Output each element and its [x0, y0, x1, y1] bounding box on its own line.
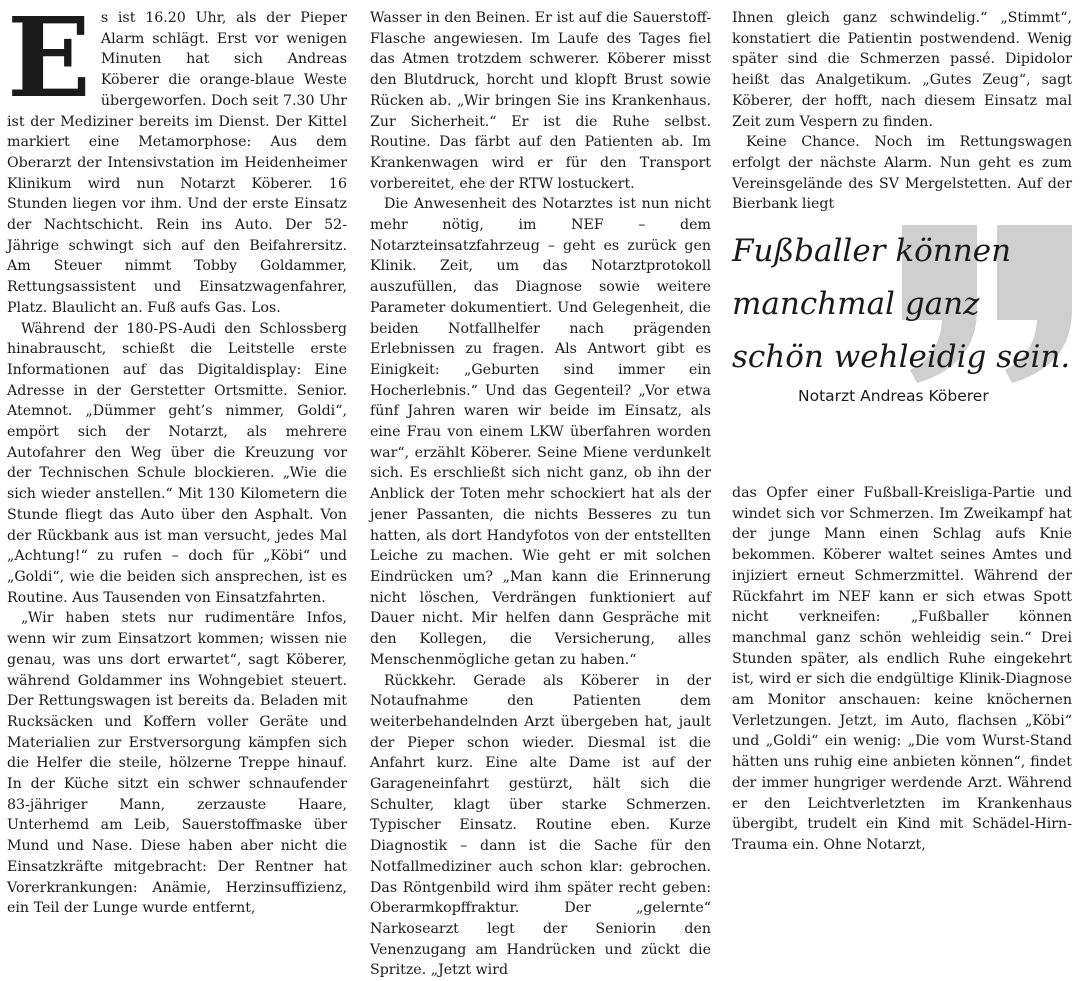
article-column-2 [370, 8, 711, 981]
article-paragraph: Es ist 16.20 Uhr, als der Pieper Alarm schlägt. Erst vor wenigen Minuten hat sich Andreas Köberer die orange-blaue Weste übergeworfen. Doch seit 7.30 Uhr ist der Mediziner bereits im Dienst. Der Kittel markiert eine Metamorphose: Aus dem Oberarzt der Intensivstation im Heidenheimer Klinikum wird nun Notarzt Köberer. 16 Stunden liegen vor ihm. Und der erste Einsatz der Nachtschicht. Rein ins Auto. Der 52-Jährige schwingt sich auf den Beifahrersitz. Am Steuer nimmt Tobby Goldammer, Rettungsassistent und Einsatzwagenfahrer, Platz. Blaulicht an. Fuß aufs Gas. Los. [7, 8, 347, 319]
article-paragraph: Ihnen gleich ganz schwindelig.“ „Stimmt“, konstatiert die Patientin postwendend. Wenig später sind die Schmerzen passé. Dipidolor heißt das Analgetikum. „Gutes Zeug“, sagt Köberer, der hofft, nach diesem Einsatz mal Zeit zum Vespern zu finden. [732, 8, 1072, 132]
article-paragraph: „Wir haben stets nur rudimentäre Infos, wenn wir zum Einsatzort kommen; wissen nie genau, was uns dort erwartet“, sagt Köberer, während Goldammer ins Wohngebiet steuert. Der Rettungswagen ist bereits da. Beladen mit Rucksäcken und Koffern voller Geräte und Materialien zur Erstversorgung kämpfen sich die Helfer die steile, hölzerne Treppe hinauf. In der Küche sitzt ein schwer schnaufender 83-jähriger Mann, zerzauste Haare, Unterhemd am Leib, Sauerstoffmaske über Mund und Nase. Diese haben aber nicht die Einsatzkräfte mitgebracht: Der Rentner hat Vorerkrankungen: Anämie, Herzinsuffizienz, ein Teil der Lunge wurde entfernt, [7, 608, 347, 919]
article-paragraph: Während der 180-PS-Audi den Schlossberg hinabrauscht, schießt die Leitstelle erste Informationen auf das Digitaldisplay: Eine Adresse in der Gerstetter Ortsmitte. Senior. Atemnot. „Dümmer geht’s nimmer, Goldi“, empört sich der Notarzt, als mehrere Autofahrer den Weg über die Kreuzung vor der Technischen Schule blockieren. „Wie die sich wieder anstellen.“ Mit 130 Kilometern die Stunde fliegt das Auto über den Asphalt. Von der Rückbank aus ist man versucht, jedes Mal „Achtung!“ zu rufen – doch für „Köbi“ und „Goldi“, wie die beiden sich ansprechen, ist es Routine. Aus Tausenden von Einsatzfahrten. [7, 319, 347, 609]
article-column-1 [7, 8, 347, 919]
pull-quote-author: Notarzt Andreas Köberer [798, 387, 989, 405]
article-paragraph: das Opfer einer Fußball-Kreisliga-Partie und windet sich vor Schmerzen. Im Zweikampf hat der junge Mann einen Schlag aufs Knie bekommen. Köberer waltet seines Amtes und injiziert erneut Schmerzmittel. Während der Rückfahrt im NEF kann er sich etwas Spott nicht verkneifen: „Fußballer können manchmal ganz schön wehleidig sein.“ Drei Stunden später, als endlich Ruhe eingekehrt ist, wird er sich die endgültige Klinik-Diagnose am Monitor anschauen: keine knöchernen Verletzungen. Jetzt, im Auto, flachsen „Köbi“ und „Goldi“ ein wenig: „Die vom Wurst-Stand hätten uns ruhig eine anbieten können“, findet der immer hungriger werdende Arzt. Während er den Leichtverletzten im Krankenhaus übergibt, trudelt ein Kind mit Schädel-Hirn-Trauma ein. Ohne Notarzt, [732, 483, 1072, 856]
article-paragraph: Rückkehr. Gerade als Köberer in der Notaufnahme den Patienten dem weiterbehandelnden Arzt übergeben hat, jault der Pieper schon wieder. Diesmal ist die Anfahrt kurz. Eine alte Dame ist auf der Garageneinfahrt gestürzt, hält sich die Schulter, klagt über starke Schmerzen. Typischer Einsatz. Routine eben. Kurze Diagnostik – dann ist die Sache für den Notfallmediziner auch schon klar: gebrochen. Das Röntgenbild wird ihm später recht geben: Oberarmkopffraktur. Der „gelernte“ Narkosearzt legt der Seniorin den Venenzugang am Handrücken und zückt die Spritze. „Jetzt wird [370, 671, 711, 981]
drop-cap: E [7, 14, 91, 104]
pull-quote-line: schön wehleidig sein. [732, 331, 1077, 384]
pull-quote-line: manchmal ganz [732, 278, 1077, 331]
article-column-3-top [732, 8, 1072, 215]
pull-quote [732, 215, 1082, 485]
pull-quote-line: Fußballer können [732, 225, 1077, 278]
article-paragraph: Die Anwesenheit des Notarztes ist nun nicht mehr nötig, im NEF – dem Notarzteinsatzfahrzeug – geht es zurück gen Klinik. Zeit, um das Notarztprotokoll auszufüllen, das Diagnose sowie weitere Parameter dokumentiert. Und Gelegenheit, die beiden Notfallhelfer nach prägenden Erlebnissen zu fragen. Als Antwort gibt es Einigkeit: „Geburten sind immer ein Hocherlebnis.“ Und das Gegenteil? „Vor etwa fünf Jahren waren wir beide im Einsatz, als eine Frau von einem LKW überfahren worden war“, erzählt Köberer. Seine Miene verdunkelt sich. Es erschließt sich nicht ganz, ob ihn der Anblick der Toten mehr schockiert hat als der jener Passanten, die nichts Besseres zu tun hatten, als dort Handyfotos von der entstellten Leiche zu machen. Wie geht er mit solchen Eindrücken um? „Man kann die Erinnerung nicht löschen, Verdrängen funktioniert auf Dauer nicht. Mir helfen dann Gespräche mit den Kollegen, die Versicherung, alles Menschenmögliche getan zu haben.“ [370, 194, 711, 670]
article-paragraph: Wasser in den Beinen. Er ist auf die Sauerstoff-Flasche angewiesen. Im Laufe des Tages fiel das Atmen trotzdem schwerer. Köberer misst den Blutdruck, horcht und klopft Brust sowie Rücken ab. „Wir bringen Sie ins Krankenhaus. Zur Sicherheit.“ Er ist die Ruhe selbst. Routine. Das färbt auf den Patienten ab. Im Krankenwagen wird er für den Transport vorbereitet, ehe der RTW lostuckert. [370, 8, 711, 194]
article-paragraph: Keine Chance. Noch im Rettungswagen erfolgt der nächste Alarm. Nun geht es zum Vereinsgelände des SV Mergelstetten. Auf der Bierbank liegt [732, 132, 1072, 215]
pull-quote-text [732, 225, 1077, 384]
article-column-3-bottom [732, 483, 1072, 856]
